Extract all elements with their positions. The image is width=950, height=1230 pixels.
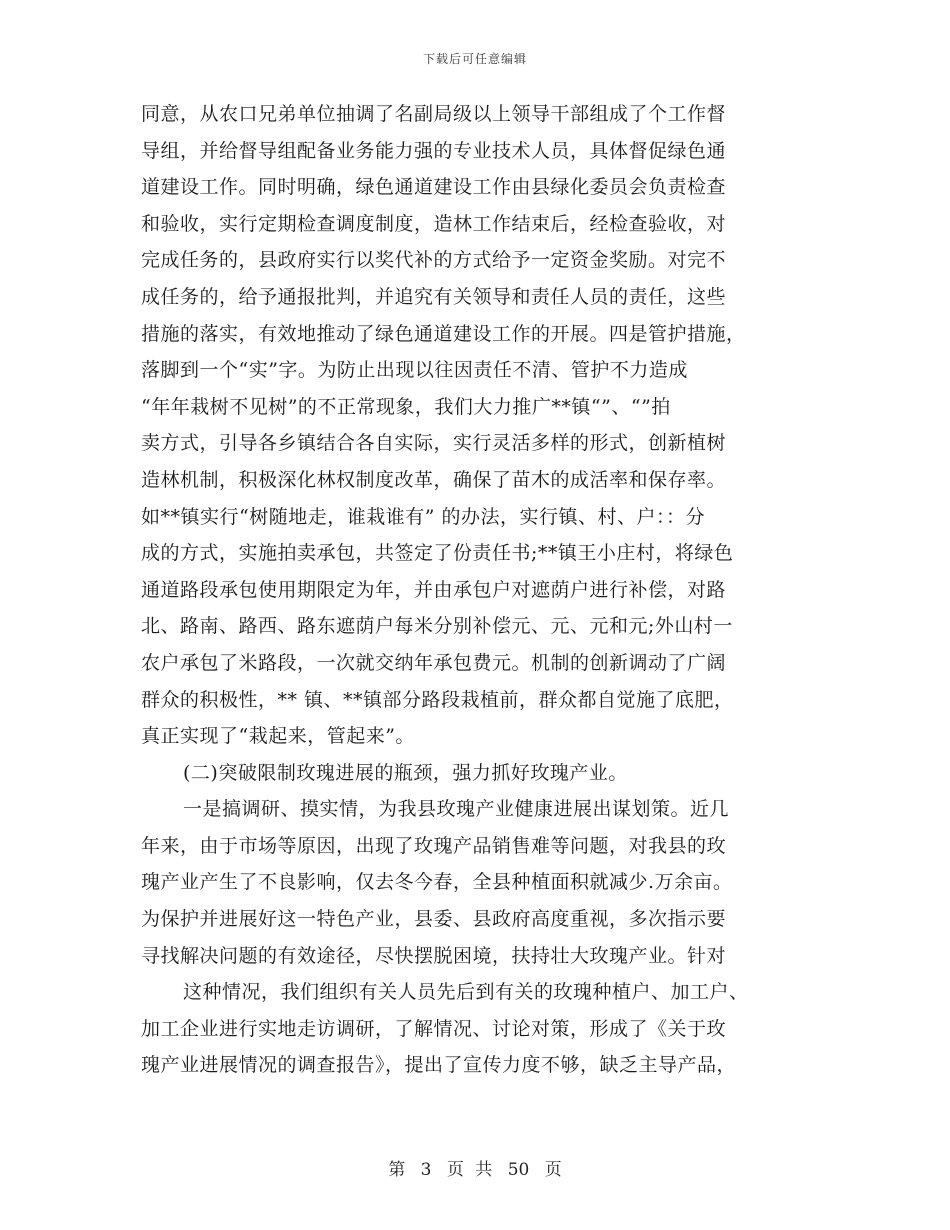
text-line: 同意，从农口兄弟单位抽调了名副局级以上领导干部组成了个工作督 [141,103,727,125]
text-line: 寻找解决问题的有效途径，尽快摆脱困境，扶持壮大玫瑰产业。针对 [141,944,727,967]
text-line: 一是搞调研、摸实情，为我县玫瑰产业健康进展出谋划策。近几 [183,798,730,821]
text-line: 卖方式，引导各乡镇结合各自实际，实行灵活多样的形式，创新植树 [141,432,727,455]
page-footer [0,1155,950,1180]
text-line: 和验收，实行定期检查调度制度，造林工作结束后，经检查验收，对 [141,212,727,235]
footer-suffix: 页 [544,1160,562,1180]
text-line: 落脚到一个“实”字。为防止出现以往因责任不清、管护不力造成 [141,359,688,382]
text-line: 完成任务的，县政府实行以奖代补的方式给予一定资金奖励。对完不 [141,249,727,272]
text-line: 导组，并给督导组配备业务能力强的专业技术人员，具体督促绿色通 [141,139,727,162]
text-line: 如**镇实行“树随地走，谁栽谁有” 的办法，实行镇、村、户：：分 [141,505,705,528]
document-body [141,96,809,1084]
text-line: 瑰产业产生了不良影响，仅去冬今春，全县种植面积就减少.万余亩。 [141,871,733,894]
text-line: 为保护并进展好这一特色产业，县委、县政府高度重视，多次指示要 [141,908,727,931]
text-line: 北、路南、路西、路东遮荫户每米分别补偿元、元、元和元;外山村一 [141,615,733,638]
text-line: 群众的积极性，** 镇、**镇部分路段栽植前，群众都自觉施了底肥， [141,688,734,711]
footer-prefix: 第 [388,1160,406,1180]
text-line: 真正实现了“栽起来，管起来”。 [141,725,415,748]
text-line: 成的方式，实施拍卖承包，共签定了份责任书;**镇王小庄村，将绿色 [141,542,734,565]
text-line: 加工企业进行实地走访调研，了解情况、讨论对策，形成了《关于玫 [141,1017,727,1040]
text-line: 瑰产业进展情况的调查报告》，提出了宣传力度不够，缺乏主导产品， [141,1054,737,1077]
text-line: 道建设工作。同时明确，绿色通道建设工作由县绿化委员会负责检查 [141,176,727,199]
total-pages: 50 [507,1160,530,1180]
page-header: 下载后可任意编辑 [422,52,527,66]
text-line: 措施的落实，有效地推动了绿色通道建设工作的开展。四是管护措施， [141,322,746,345]
text-line: 年来，由于市场等原因，出现了玫瑰产品销售难等问题，对我县的玫 [141,834,727,857]
text-line: 农户承包了米路段，一次就交纳年承包费元。机制的创新调动了广阔 [141,651,727,674]
text-line: 通道路段承包使用期限定为年，并由承包户对遮荫户进行补偿，对路 [141,578,727,601]
text-line: 这种情况，我们组织有关人员先后到有关的玫瑰种植户、加工户、 [183,981,749,1004]
page-number: 3 [420,1160,432,1180]
footer-middle: 页 共 [446,1160,493,1180]
text-line: 造林机制，积极深化林权制度改革，确保了苗木的成活率和保存率。 [141,468,727,491]
text-line: 成任务的，给予通报批判，并追究有关领导和责任人员的责任，这些 [141,285,727,308]
section-heading: (二)突破限制玫瑰进展的瓶颈，强力抓好玫瑰产业。 [183,761,628,784]
text-line: “年年栽树不见树”的不正常现象，我们大力推广**镇“”、“”拍 [141,395,671,418]
